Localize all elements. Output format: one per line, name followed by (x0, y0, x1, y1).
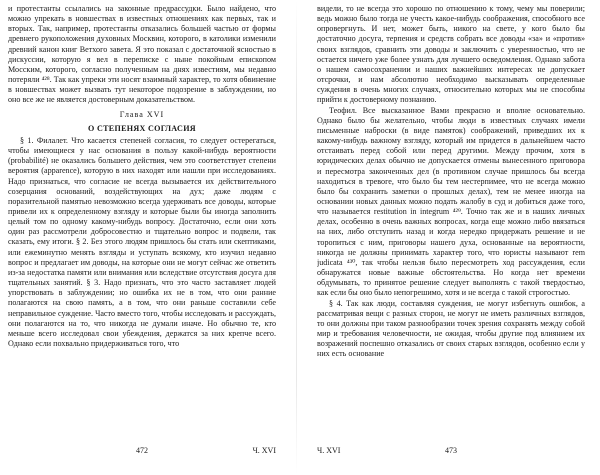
left-page-footer (8, 445, 276, 457)
chapter-label: Глава XVI (119, 109, 165, 119)
right-page-footer (317, 445, 585, 457)
right-page-text (317, 4, 585, 436)
left-page (8, 4, 276, 455)
paragraph: Теофил. Все высказанное Вами прекрасно и вполне основательно. Однако было бы желательно, чтобы люди в известных случаях имели письменные наброски (в виде памяток) соображений, приведших их к какому-нибудь важному взгляду, который им придется в дальнейшем часто отстаивать перед собой или перед другими. Между прочим, хотя в юридических делах обычно не допускается отмены вынесенного приговора и пересмотра законченных дел (в противном случае пришлось бы всегда находиться в тревоге, что было бы тем нестерпимее, что не всегда можно было бы сохранить заметки о прошлых делах), тем не менее иногда на основании новых данных можно подать жалобу в суд и добиться даже того, что называется restitution in integrum ⁴²⁹. Точно так же и в наших личных делах, особенно в очень важных вопросах, когда еще можно либо ввязаться на них, либо отступить назад и когда нередко придержать решение и не торопиться с ним, приговоры нашего духа, основанные на вероятности, никогда не должны принимать характер того, что юристы называют rem judicata ⁴³⁰, так чтобы нельзя было пересмотреть ход рассуждения, если обнаружатся новые важные обстоятельства. Но когда нет времени обдумывать, то принятое решение следует выполнять с такой твердостью, как если бы оно было непогрешимо, хотя и не всегда с такой строгостью. (317, 105, 585, 298)
paragraph: и протестанты ссылались на законные предрассудки. Было найдено, что можно упрекать в новшествах в известных отношениях как первых, так и вторых. Так, например, протестанты отказались большей частью от формы древнего рукоположения духовных Москвин, которого, в католики изменили древний канон книг Ветхого завета. Я это показал с достаточной ясностью в дискуссии, которую я вел в переписке с ныне покойным епископом Мосским, которого, согласно полученным на днях известиям, мы недавно потеряли ⁴²⁸. Так как упреки эти носят взаимный характер, то хотя обвинение в новшествах может вызвать тут некоторое подозрение в заблуждении, но оно все же не является достоверным доказательством. (8, 4, 276, 105)
paragraph: § 4. Так как люди, составляя суждения, не могут избегнуть ошибок, а рассматривая вещи с разных сторон, не могут не иметь различных взглядов, то они должны при таком разнообразии точек зрения сохранять между собой мир и требования человечности, не ожидая, чтобы другие под влиянием их возражений поспешно отказались от своих старых взглядов, особенно если у них есть основание (317, 298, 585, 359)
page-number: 473 (445, 446, 457, 455)
paragraph: видели, то не всегда это хорошо по отношению к тому, чему мы поверили; ведь можно было тогда не учесть какое-нибудь соображения, способного все опровергнуть. И нет, может быть, никого на свете, у кого было бы достаточно досуга, терпения и средств собрать все доводы «за» и «против» своих взглядов, сравнить эти доводы и заключить с уверенностью, что не остается ничего уже более узнать для лучшего осведомления. Однако забота о нашем самосохранении и наших важнейших интересах не допускает отсрочки, и нам абсолютно необходимо высказывать определенные суждения в очень многих случаях, относительно которых мы не способны прийти к достоверному познанию. (317, 4, 585, 105)
paragraph: § 1. Филалет. Что касается степеней согласия, то следует остерегаться, чтобы имеющиеся у нас основания в пользу какой-нибудь вероятности (probabilité) не оказались большего действия, чем это соответствует степени вероятия (apparence), которую в них находят или нашли при исследованиях. Надо признаться, что согласие не всегда вызывается их действительного созерцания оснований, воздействующих на дух; даже людям с поразительной памятью невозможно всегда удерживать все доводы, которые привели их к определенному взгляду и которые были бы иногда заполнить целый том по одному какому-нибудь вопросу. Достаточно, если они хоть один раз рассмотрели добросовестно и тщательно вопрос и подвели, так сказать, ему итоги. § 2. Без этого людям пришлось бы стать или скептиками, или ежеминутно менять взгляды и уступать всякому, кто изучил недавно вопрос и предлагает им доводы, на которые они не могут сейчас же ответить из-за недостатка памяти или внимания или вследствие отсутствия досуга для тщательных занятий. § 3. Надо признать, что это часто заставляет людей упорствовать в заблуждении; но ошибка их не в том, что они ранние полагаются на свою память, а в том, что они раньше составили себе неправильное суждение. Часто вместо того, чтобы исследовать и рассуждать, они полагаются на то, что никогда не думали иначе. Но обычно те, кто меньше всего исследовал свои убеждения, держатся за них крепче всего. Однако если похвально придерживаться того, что (8, 135, 276, 348)
chapter-title: О СТЕПЕНЯХ СОГЛАСИЯ (88, 123, 196, 133)
page-number: 472 (136, 446, 148, 455)
right-page (317, 4, 585, 455)
running-head: Ч. XVI (317, 446, 341, 455)
running-head: Ч. XVI (252, 446, 276, 455)
gutter-divider (296, 0, 297, 475)
left-page-text (8, 4, 276, 436)
